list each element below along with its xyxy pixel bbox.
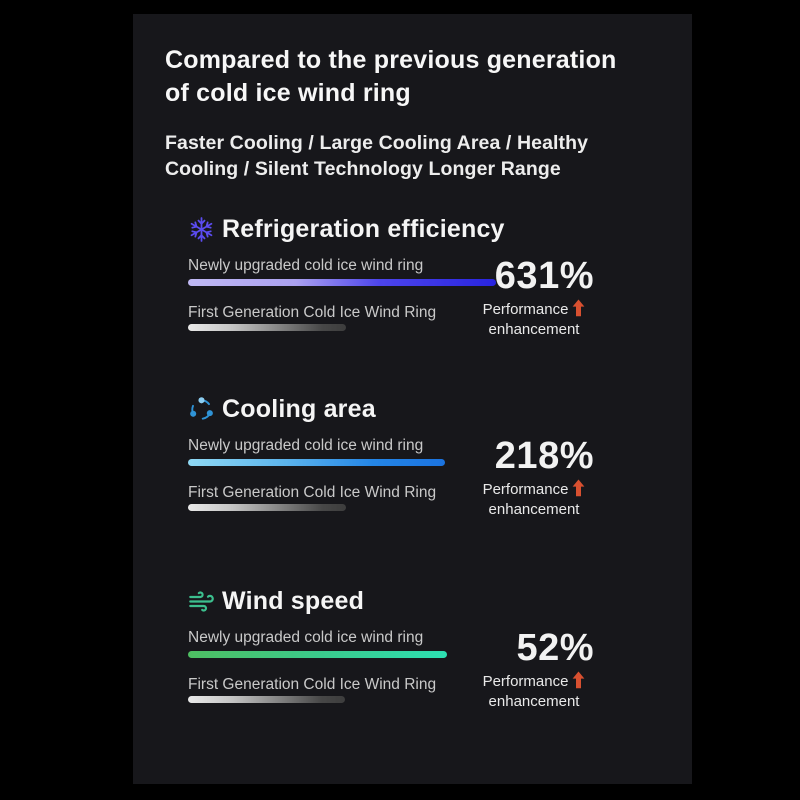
value-block (472, 257, 596, 338)
performance-note (472, 299, 596, 338)
bar-label-old: First Generation Cold Ice Wind Ring (188, 304, 437, 321)
note-line-2: enhancement (488, 693, 580, 710)
bar-new (188, 459, 445, 466)
up-arrow-icon (572, 479, 585, 501)
performance-note (472, 671, 596, 710)
value-percent: 52% (516, 627, 594, 669)
performance-note (472, 479, 596, 518)
section-title: Wind speed (222, 586, 365, 615)
section-refrigeration-efficiency (188, 214, 600, 349)
note-line-2: enhancement (488, 501, 580, 518)
note-line-1: Performance (482, 673, 569, 690)
bar-label-new: Newly upgraded cold ice wind ring (188, 437, 424, 454)
section-title: Refrigeration efficiency (222, 214, 505, 243)
section-wind-speed (188, 586, 600, 721)
bar-new (188, 651, 447, 658)
title-line-2: of cold ice wind ring (165, 79, 411, 107)
section-header (188, 214, 600, 244)
subtitle-line-2: Cooling / Silent Technology Longer Range (165, 158, 561, 180)
page-subtitle (165, 130, 665, 182)
bar-label-new: Newly upgraded cold ice wind ring (188, 629, 424, 646)
section-title: Cooling area (222, 394, 376, 423)
wind-icon (188, 588, 215, 615)
bar-label-new: Newly upgraded cold ice wind ring (188, 257, 424, 274)
note-line-1: Performance (482, 301, 569, 318)
value-percent: 218% (494, 435, 594, 477)
page-title (165, 44, 665, 110)
bar-new (188, 279, 496, 286)
note-line-1: Performance (482, 481, 569, 498)
section-header (188, 394, 600, 424)
subtitle-line-1: Faster Cooling / Large Cooling Area / Healthy (165, 132, 589, 154)
bar-label-old: First Generation Cold Ice Wind Ring (188, 484, 437, 501)
share-nodes-icon (188, 396, 215, 423)
bar-label-old: First Generation Cold Ice Wind Ring (188, 676, 437, 693)
value-block (472, 437, 596, 518)
note-line-2: enhancement (488, 321, 580, 338)
snowflake-icon (188, 216, 215, 243)
up-arrow-icon (572, 671, 585, 693)
bar-old (188, 696, 345, 703)
value-block (472, 629, 596, 710)
section-header (188, 586, 600, 616)
up-arrow-icon (572, 299, 585, 321)
value-percent: 631% (494, 255, 594, 297)
section-cooling-area (188, 394, 600, 529)
dark-panel (133, 14, 692, 784)
bar-old (188, 324, 346, 331)
title-line-1: Compared to the previous generation (165, 46, 617, 74)
bar-old (188, 504, 346, 511)
